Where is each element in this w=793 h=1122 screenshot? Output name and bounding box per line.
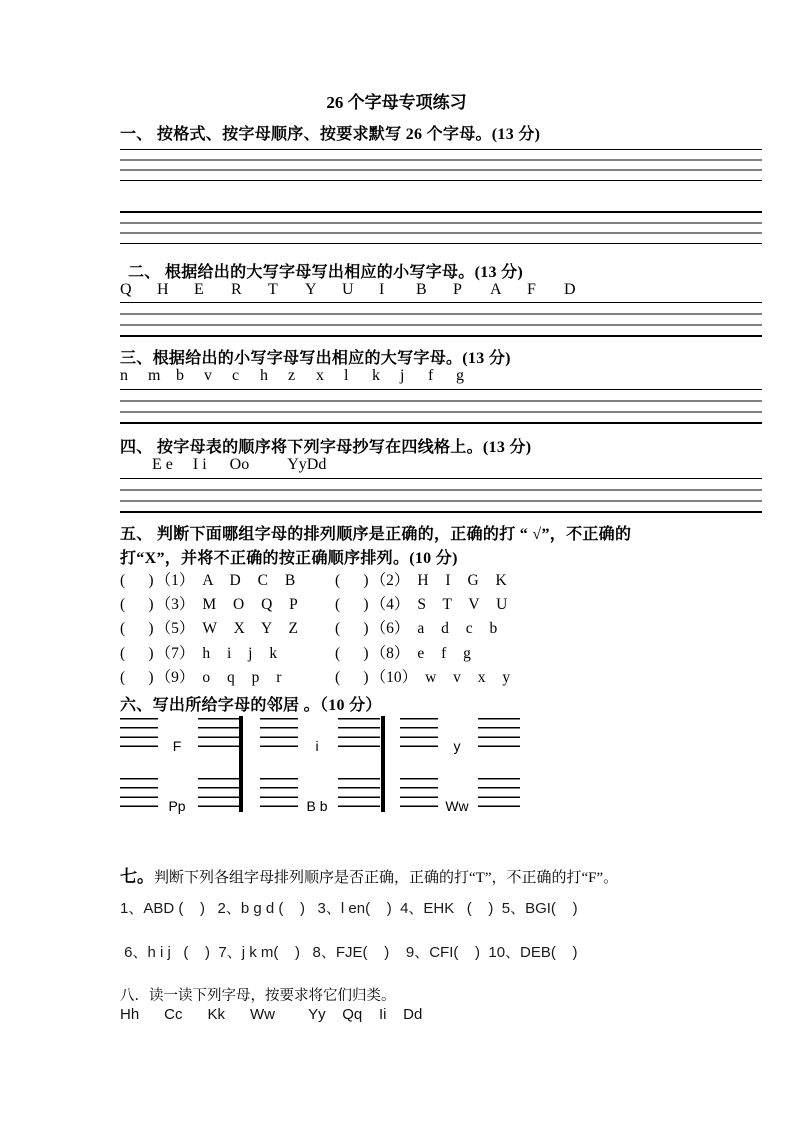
answer-blank: ( ) [120,596,154,614]
given-letter: F [172,738,182,754]
judge-line-1: 1、ABD ( ) 2、b g d ( ) 3、l en( ) 4、EHK ( ) 5、BGI( ) [120,900,578,917]
answer-blank: ( ) [120,620,154,638]
item-letters: w v x y [425,668,511,686]
judge-order-item [120,569,335,593]
given-uppercase-letter: Q [120,281,132,298]
given-uppercase-letter: H [157,281,169,298]
answer-blank: ( ) [120,572,154,589]
section-8-heading: 八．读一读下列字母，按要求将它们归类。 [120,988,396,1004]
given-lowercase-letter: v [204,367,212,384]
answer-blank: ( ) [120,668,154,686]
judge-order-item [120,617,335,641]
given-lowercase-letter: h [260,367,268,384]
letter-pair-to-copy: I i [192,456,207,473]
answer-blank: ( ) [335,644,369,662]
neighbor-row-2 [120,778,680,814]
given-letter: Ww [445,798,469,814]
neighbor-cell [400,718,540,754]
mini-stave-right [198,778,240,807]
mini-stave-right [478,718,520,747]
uppercase-letters-row [120,281,601,299]
letter-pair-to-copy: Oo [229,456,250,473]
judge-order-item [335,569,762,593]
judge-line-2: 6、h i j ( ) 7、j k m( ) 8、FJE( ) 9、CFI( ) 10、DEB( ) [120,944,578,961]
section-7-heading [120,862,618,887]
neighbor-cell [260,718,400,754]
given-letter: y [453,738,461,754]
neighbor-cell [260,778,400,814]
writing-stave-4 [120,478,762,513]
item-letters: W X Y Z [202,620,299,638]
given-uppercase-letter: R [231,281,242,298]
letter-pair-to-copy: E e [152,456,173,473]
given-letter: B b [306,798,328,814]
given-letter: i [315,738,319,754]
section-4-heading: 四、 按字母表的顺序将下列字母抄写在四线格上。(13 分) [120,439,532,456]
given-lowercase-letter: z [288,367,296,384]
section-3-heading: 三、根据给出的小写字母写出相应的大写字母。(13 分) [120,350,511,367]
mini-stave-right [198,718,240,747]
column-divider-1 [239,716,243,812]
given-uppercase-letter: P [453,281,462,298]
given-lowercase-letter: g [456,367,464,384]
mini-stave-left [260,778,298,807]
judge-order-item [120,593,335,617]
section-2-heading: 二、 根据给出的大写字母写出相应的小写字母。(13 分) [128,264,524,281]
judge-order-item [335,617,762,641]
item-number: （7） [155,644,195,662]
item-number: （8） [370,644,410,662]
item-number: （9） [155,668,195,686]
neighbor-grid [120,716,680,816]
item-letters: M O Q P [202,596,298,614]
mini-stave-left [260,718,298,747]
writing-stave-1b [120,211,762,244]
mini-stave-left [400,778,438,807]
given-lowercase-letter: f [428,367,434,384]
item-number: （1） [155,572,195,589]
given-uppercase-letter: I [379,281,385,298]
mini-stave-right [338,718,380,747]
given-uppercase-letter: U [342,281,354,298]
given-uppercase-letter: F [527,281,536,298]
answer-blank: ( ) [335,596,369,614]
section-1-heading: 一、 按格式、按字母顺序、按要求默写 26 个字母。(13 分) [120,126,541,143]
judge-order-item [335,642,762,666]
item-letters: S T V U [417,596,508,614]
answer-blank: ( ) [335,620,369,638]
given-lowercase-letter: n [120,367,128,384]
item-number: （4） [370,596,410,614]
answer-blank: ( ) [120,644,154,662]
section-7-marker: 七。 [120,867,154,886]
given-uppercase-letter: Y [305,281,317,298]
item-letters: o q p r [202,668,282,686]
classify-letters-row: Hh Cc Kk Ww Yy Qq Ii Dd [120,1006,423,1023]
item-number: （10） [370,668,418,686]
given-lowercase-letter: x [316,367,324,384]
letter-pair-to-copy: Dd [306,456,327,473]
worksheet-title: 26 个字母专项练习 [326,93,467,112]
neighbor-cell [400,778,540,814]
writing-stave-3 [120,389,762,424]
answer-blank: ( ) [335,572,369,589]
letter-pair-to-copy: Yy [287,456,307,473]
neighbor-row-1 [120,718,680,754]
item-number: （5） [155,620,195,638]
section-5-heading-line1: 五、 判断下面哪组字母的排列顺序是正确的，正确的打 “ √”，不正确的 [120,526,632,543]
given-lowercase-letter: j [400,367,405,384]
writing-stave-2 [120,302,762,337]
item-number: （6） [370,620,410,638]
section-6-heading: 六、写出所给字母的邻居 。（10 分） [120,697,382,714]
item-letters: A D C B [202,572,296,589]
given-lowercase-letter: l [344,367,349,384]
item-letters: a d c b [417,620,498,638]
mini-stave-right [338,778,380,807]
section-5-items [120,569,762,690]
given-lowercase-letter: k [372,367,380,384]
letters-to-copy-row [120,456,326,474]
judge-order-item [120,642,335,666]
column-divider-2 [381,716,385,812]
given-uppercase-letter: T [268,281,278,298]
mini-stave-right [478,778,520,807]
writing-stave-1a [120,149,762,181]
mini-stave-left [120,778,158,807]
lowercase-letters-row [120,367,484,385]
given-lowercase-letter: m [148,367,161,384]
section-7-heading-text: 判断下列各组字母排列顺序是否正确，正确的打“T”，不正确的打“F”。 [154,870,619,886]
item-number: （2） [370,572,410,589]
item-number: （3） [155,596,195,614]
judge-order-item [335,666,762,690]
mini-stave-left [120,718,158,747]
item-letters: H I G K [417,572,507,589]
judge-order-item [120,666,335,690]
judge-order-item [335,593,762,617]
given-letter: Pp [168,798,186,814]
mini-stave-left [400,718,438,747]
given-lowercase-letter: b [176,367,184,384]
item-letters: e f g [417,644,471,662]
given-uppercase-letter: B [416,281,427,298]
section-5-heading-line2: 打“X”，并将不正确的按正确顺序排列。(10 分) [120,550,458,567]
given-lowercase-letter: c [232,367,240,384]
answer-blank: ( ) [335,668,369,686]
given-uppercase-letter: D [564,281,576,298]
item-letters: h i j k [202,644,278,662]
given-uppercase-letter: A [490,281,502,298]
given-uppercase-letter: E [194,281,204,298]
